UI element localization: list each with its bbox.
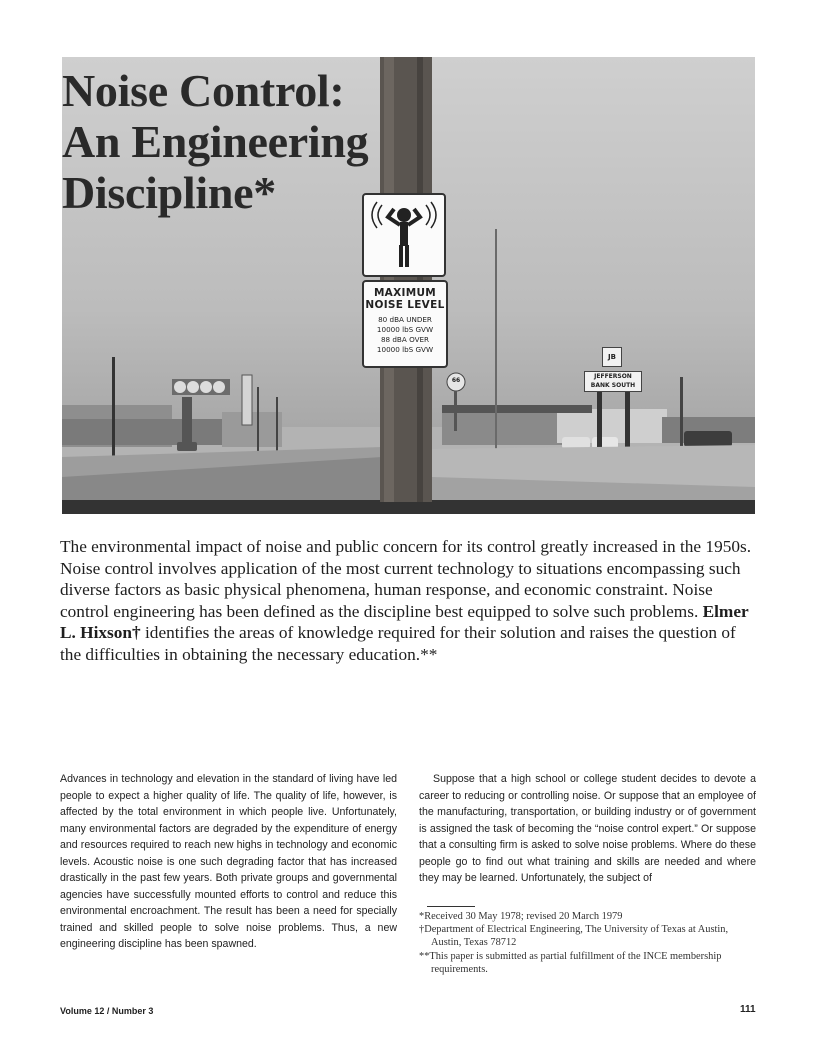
sign-heading-2: NOISE LEVEL — [365, 299, 445, 311]
station-sign-66: 66 — [451, 377, 461, 384]
body-column-right — [419, 771, 756, 887]
body-column-left — [60, 771, 397, 953]
article-title — [62, 65, 368, 218]
abstract — [60, 536, 760, 665]
cover-photo — [62, 57, 755, 514]
author-name: Elmer L. Hixson† — [60, 601, 749, 642]
covered-ears-icon — [364, 195, 444, 275]
title-line-2: An Engineering — [62, 116, 369, 167]
abstract-text: The environmental impact of noise and public concern for its control greatly increased in the 1950s. Noise control involves application of the most current technology to situations encompassing such diverse factors as basic physical phenomena, human response, and economic constraint. Noise control engineering has been defined as the discipline best equipped to solve such problems. — [60, 537, 752, 621]
abstract-text-continued: identifies the areas of knowledge required for their solution and raises the question of the difficulties in obtaining the necessary education.** — [60, 623, 736, 664]
sign-line-3: 88 dBA OVER — [380, 335, 430, 344]
body-paragraph-1: Advances in technology and elevation in the standard of living have led people to expect a higher quality of life. The quality of life, however, is affected by the total environment in which people live. Unfortunately, many environmental factors are degraded by the expenditure of energy and resources required to reach new highs in technology and economic levels. Acoustic noise is one such degrading factor that has increased drastically in the past few years. Both private groups and governmental agencies have successfully mounted efforts to control and reduce this environmental encroachment. The result has been a need for specially trained and skilled people to solve noise problems. Thus, a new engineering discipline has been spawned. — [60, 773, 397, 950]
sign-line-1: 80 dBA UNDER — [378, 315, 432, 324]
bank-logo-sign: JB — [602, 347, 622, 367]
body-paragraph-2: Suppose that a high school or college student decides to devote a career to reducing or controlling noise. Or suppose that an employee of the manufacturing, transportation, or building industry or of government is assigned the task of becoming the “noise control expert.” Or suppose that a consulting firm is asked to solve noise problems. Where do these people go to find out what training and skills are needed and where they may be learned. Unfortunately, the subject of — [419, 773, 756, 884]
footnote-ince: **This paper is submitted as partial fulfillment of the INCE membership requirements. — [419, 950, 722, 975]
page-number: 111 — [740, 1004, 756, 1015]
bank-sign-line-2: BANK SOUTH — [590, 382, 636, 389]
sign-line-2: 10000 lbS GVW — [376, 325, 434, 334]
maximum-noise-level-sign — [362, 280, 448, 368]
sign-heading-1: MAXIMUM — [373, 287, 437, 299]
title-line-1: Noise Control: — [62, 65, 345, 116]
title-line-3: Discipline* — [62, 167, 276, 218]
footnote-affiliation: †Department of Electrical Engineering, The University of Texas at Austin, Austin, Texas 78712 — [419, 924, 729, 949]
noise-pictogram-sign — [362, 193, 446, 277]
footnotes — [419, 906, 756, 976]
footnote-rule — [427, 906, 475, 907]
bank-sign-line-1: JEFFERSON — [594, 373, 632, 380]
journal-volume: Volume 12 / Number 3 — [60, 1006, 154, 1016]
bank-name-sign — [584, 371, 642, 392]
footnote-received: *Received 30 May 1978; revised 20 March 1979 — [419, 911, 623, 922]
sign-line-4: 10000 lbS GVW — [376, 345, 434, 354]
